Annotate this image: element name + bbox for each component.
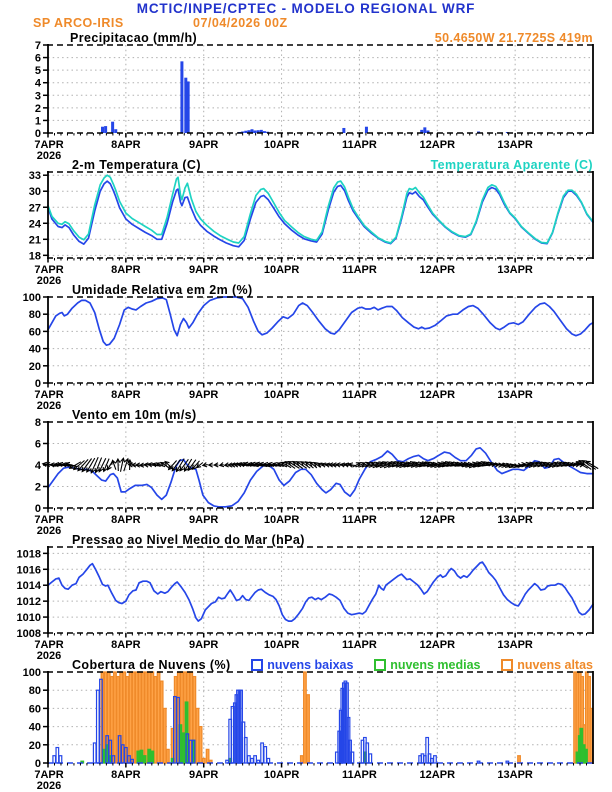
series-line: [48, 175, 593, 243]
y-tick-label: 7: [34, 40, 41, 52]
cloud-bar-nuvens-baixas: [93, 743, 96, 763]
x-tick-label: 11APR: [341, 139, 377, 151]
y-tick-label: 21: [28, 234, 41, 247]
cloud-bar-nuvens-altas: [163, 708, 166, 763]
x-tick-label: 10APR: [263, 389, 300, 401]
x-tick-label: 9APR: [189, 389, 219, 401]
x-year-label: 2026: [36, 650, 62, 662]
y-tick-label: 20: [28, 360, 41, 373]
y-tick-label: 2: [34, 481, 41, 494]
x-tick-label: 13APR: [497, 769, 533, 781]
x-tick-label: 7APR: [34, 514, 64, 526]
x-tick-label: 9APR: [189, 769, 219, 781]
y-tick-label: 6: [34, 52, 41, 65]
cloud-bar-nuvens-altas: [135, 672, 138, 763]
y-tick-label: 100: [22, 292, 41, 304]
y-tick-label: 0: [34, 128, 41, 140]
x-tick-label: 9APR: [189, 514, 219, 526]
cloud-bar-nuvens-baixas: [59, 756, 62, 763]
y-tick-label: 5: [34, 65, 41, 78]
x-tick-label: 8APR: [111, 264, 141, 276]
x-tick-label: 13APR: [497, 514, 533, 526]
x-tick-label: 11APR: [341, 264, 377, 276]
mid-clouds-legend-swatch: [374, 659, 386, 671]
x-tick-label: 10APR: [263, 264, 300, 276]
x-tick-label: 9APR: [189, 139, 219, 151]
y-tick-label: 60: [28, 326, 41, 339]
run-datetime: 07/04/2026 00Z: [193, 16, 288, 30]
cloud-bar-nuvens-altas: [142, 672, 145, 763]
cloud-bar-nuvens-baixas: [351, 752, 354, 763]
cloud-bar-nuvens-altas: [301, 756, 304, 763]
series-line: [48, 448, 593, 507]
cloud-bar-nuvens-altas: [132, 672, 135, 763]
y-tick-label: 24: [28, 218, 41, 231]
cloud-title-legend-row: [72, 658, 593, 672]
cloud-bar-nuvens-medias: [143, 756, 146, 763]
cloud-bar-nuvens-baixas: [369, 754, 372, 763]
y-tick-label: 100: [22, 667, 41, 679]
y-tick-label: 4: [34, 77, 41, 90]
y-tick-label: 8: [34, 417, 41, 429]
cloud-bar-nuvens-altas: [304, 672, 307, 763]
x-tick-label: 10APR: [263, 139, 300, 151]
cloud-bar-nuvens-altas: [154, 677, 157, 763]
y-tick-label: 1016: [16, 564, 41, 577]
x-year-label: 2026: [36, 525, 62, 537]
precip-bar: [244, 131, 247, 133]
precip-bar: [187, 81, 190, 133]
cloud-bar-nuvens-medias: [585, 749, 588, 763]
x-tick-label: 11APR: [341, 389, 377, 401]
y-tick-label: 6: [34, 438, 41, 451]
x-tick-label: 11APR: [341, 514, 377, 526]
cloud-bar-nuvens-medias: [137, 751, 140, 763]
series-line: [48, 297, 593, 345]
x-tick-label: 13APR: [497, 389, 533, 401]
mid-clouds-legend-label: nuvens medias: [390, 658, 481, 672]
station-name: SP ARCO-IRIS: [33, 16, 124, 30]
y-tick-label: 80: [28, 309, 41, 322]
x-tick-label: 7APR: [34, 139, 64, 151]
x-tick-label: 8APR: [111, 389, 141, 401]
y-tick-label: 40: [28, 721, 41, 734]
cloud-bar-nuvens-altas: [157, 672, 160, 763]
cloud-bar-nuvens-altas: [307, 695, 310, 763]
cloud-bar-nuvens-medias: [151, 751, 154, 763]
high-clouds-legend-label: nuvens altas: [517, 658, 593, 672]
cloud-bar-nuvens-altas: [145, 672, 148, 763]
cloud-bar-nuvens-baixas: [53, 756, 56, 763]
y-tick-label: 1012: [16, 596, 41, 609]
precip-bar: [254, 130, 257, 133]
precip-bar: [111, 122, 114, 133]
cloud-bar-nuvens-altas: [151, 672, 154, 763]
precip-title: Precipitacao (mm/h): [70, 31, 198, 45]
cloud-bar-nuvens-baixas: [97, 690, 100, 763]
cloud-bar-nuvens-altas: [206, 749, 209, 763]
precip-bar: [104, 126, 107, 133]
low-clouds-legend-swatch: [251, 659, 263, 671]
x-tick-label: 13APR: [497, 264, 533, 276]
cloud-bar-nuvens-baixas: [56, 748, 59, 763]
cloud-bar-nuvens-baixas: [244, 738, 247, 763]
x-tick-label: 8APR: [111, 139, 141, 151]
x-tick-label: 7APR: [34, 769, 64, 781]
wind-barb: [203, 463, 208, 467]
y-tick-label: 1008: [16, 628, 41, 640]
pressure-title: Pressao ao Nivel Medio do Mar (hPa): [72, 533, 305, 547]
y-tick-label: 60: [28, 703, 41, 716]
cloud-bar-nuvens-altas: [518, 756, 521, 763]
cloud-bar-nuvens-altas: [129, 672, 132, 763]
cloud-bar-nuvens-altas: [167, 749, 170, 763]
y-tick-label: 2: [34, 102, 41, 115]
x-tick-label: 7APR: [34, 389, 64, 401]
x-tick-label: 13APR: [497, 639, 533, 651]
wind-title: Vento em 10m (m/s): [72, 408, 197, 422]
precip-bar: [342, 128, 345, 133]
cloud-bar-nuvens-altas: [114, 672, 117, 763]
cloud-bar-nuvens-baixas: [254, 756, 257, 763]
precip-bar: [423, 127, 426, 133]
y-tick-label: 20: [28, 739, 41, 752]
y-tick-label: 1010: [16, 612, 41, 625]
y-tick-label: 18: [28, 250, 41, 263]
apparent-temperature-label: Temperatura Aparente (C): [430, 158, 593, 172]
cloud-bar-nuvens-medias: [103, 749, 106, 763]
y-tick-label: 0: [34, 378, 41, 390]
x-tick-label: 13APR: [497, 139, 533, 151]
cloud-title: Cobertura de Nuvens (%): [72, 658, 231, 672]
cloud-bar-nuvens-baixas: [248, 756, 251, 763]
x-year-label: 2026: [36, 400, 62, 412]
y-tick-label: 0: [34, 503, 41, 515]
x-tick-label: 8APR: [111, 514, 141, 526]
x-tick-label: 12APR: [419, 264, 456, 276]
y-tick-label: 1: [34, 115, 41, 128]
y-tick-label: 40: [28, 343, 41, 356]
x-year-label: 2026: [36, 150, 62, 162]
cloud-bar-nuvens-medias: [182, 733, 185, 763]
y-tick-label: 4: [34, 460, 41, 472]
cloud-bar-nuvens-baixas: [264, 747, 267, 763]
humidity-title: Umidade Relativa em 2m (%): [72, 283, 253, 297]
high-clouds-legend-swatch: [501, 659, 513, 671]
low-clouds-legend-label: nuvens baixas: [267, 658, 354, 672]
wind-barb: [209, 463, 213, 467]
temperature-title: 2-m Temperatura (C): [72, 158, 201, 172]
x-tick-label: 10APR: [263, 769, 300, 781]
y-tick-label: 1014: [16, 580, 41, 593]
cloud-bar-nuvens-medias: [140, 750, 143, 763]
y-tick-label: 30: [28, 186, 41, 199]
y-tick-label: 0: [34, 758, 41, 770]
x-tick-label: 7APR: [34, 639, 64, 651]
location-label: 50.4650W 21.7725S 419m: [434, 31, 593, 45]
x-tick-label: 12APR: [419, 639, 456, 651]
cloud-bar-nuvens-altas: [196, 708, 199, 763]
x-tick-label: 7APR: [34, 264, 64, 276]
x-year-label: 2026: [36, 275, 62, 287]
wind-barb: [349, 463, 357, 467]
x-tick-label: 8APR: [111, 639, 141, 651]
x-tick-label: 11APR: [341, 639, 377, 651]
model-title: MCTIC/INPE/CPTEC - MODELO REGIONAL WRF: [136, 1, 476, 16]
precip-bar: [365, 127, 368, 133]
cloud-bar-nuvens-altas: [160, 681, 163, 763]
precip-bar: [180, 61, 183, 133]
x-tick-label: 10APR: [263, 514, 300, 526]
y-tick-label: 33: [28, 170, 41, 183]
y-tick-label: 80: [28, 685, 41, 698]
x-tick-label: 8APR: [111, 769, 141, 781]
x-tick-label: 12APR: [419, 769, 456, 781]
cloud-bar-nuvens-medias: [148, 749, 151, 763]
y-tick-label: 3: [34, 90, 41, 103]
x-tick-label: 12APR: [419, 514, 456, 526]
cloud-bar-nuvens-altas: [139, 672, 142, 763]
precip-bar: [263, 131, 266, 133]
x-tick-label: 10APR: [263, 639, 300, 651]
x-tick-label: 9APR: [189, 264, 219, 276]
wind-barb: [214, 463, 218, 467]
cloud-bar-nuvens-baixas: [261, 743, 264, 763]
cloud-bar-nuvens-altas: [199, 727, 202, 763]
x-year-label: 2026: [36, 780, 62, 792]
x-tick-label: 12APR: [419, 389, 456, 401]
wind-barb: [220, 463, 224, 467]
x-tick-label: 12APR: [419, 139, 456, 151]
precip-bar: [114, 129, 117, 133]
series-line: [48, 562, 593, 621]
y-tick-label: 1018: [16, 548, 41, 561]
cloud-bar-nuvens-baixas: [366, 743, 369, 763]
precip-bar: [101, 127, 104, 133]
x-tick-label: 11APR: [341, 769, 377, 781]
x-tick-label: 9APR: [189, 639, 219, 651]
cloud-bar-nuvens-baixas: [434, 756, 437, 763]
y-tick-label: 27: [28, 202, 41, 215]
